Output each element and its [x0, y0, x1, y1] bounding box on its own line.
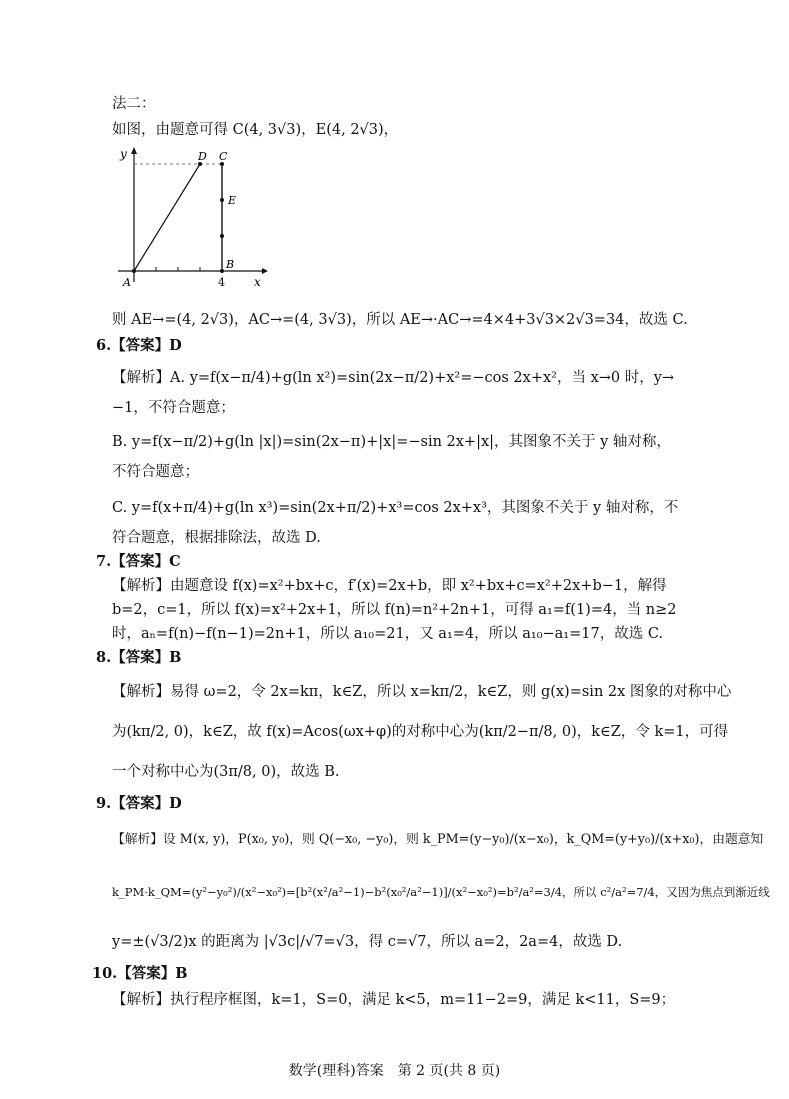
q8-line-2: 为(kπ/2, 0)，k∈Z，故 f(x)=Acos(ωx+φ)的对称中心为(kπ/2−π/8, 0)，k∈Z，令 k=1，可得 — [112, 724, 729, 740]
label-e: E — [228, 194, 237, 207]
label-d: D — [198, 150, 207, 163]
q9-line-2: k_PM·k_QM=(y²−y₀²)/(x²−x₀²)=[b²(x²/a²−1)−b²(x₀²/a²−1)]/(x²−x₀²)=b²/a²=3/4，所以 c²/a²=7/4，又因为焦点到渐近线 — [112, 885, 770, 899]
tick-label-4: 4 — [218, 276, 225, 289]
q10-line-1: 【解析】执行程序框图，k=1，S=0，满足 k<5，m=11−2=9，满足 k<11，S=9； — [112, 992, 676, 1008]
point-mid-dot — [220, 234, 224, 238]
q8-line-1: 【解析】易得 ω=2，令 2x=kπ，k∈Z，所以 x=kπ/2，k∈Z，则 g(x)=sin 2x 图象的对称中心 — [112, 684, 732, 700]
q6-line-4: 不符合题意； — [112, 464, 199, 480]
q6-line-5: C. y=f(x+π/4)+g(ln x³)=sin(2x+π/2)+x³=cos 2x+x³，其图象不关于 y 轴对称，不 — [112, 500, 679, 516]
q6-line-3: B. y=f(x−π/2)+g(ln |x|)=sin(2x−π)+|x|=−sin 2x+|x|，其图象不关于 y 轴对称， — [112, 434, 671, 450]
x-axis-label: x — [254, 275, 261, 289]
q9-answer: 9.【答案】D — [96, 795, 182, 812]
q6-line-2: −1，不符合题意； — [112, 400, 235, 416]
point-a-dot — [132, 269, 136, 273]
q9-line-1: 【解析】设 M(x, y)，P(x₀, y₀)，则 Q(−x₀, −y₀)，则 k_PM=(y−y₀)/(x−x₀)，k_QM=(y+y₀)/(x+x₀)，由题意知 — [112, 832, 764, 847]
method-heading: 法二： — [112, 96, 156, 112]
q6-line-1: 【解析】A. y=f(x−π/4)+g(ln x²)=sin(2x−π/2)+x²=−cos 2x+x²，当 x→0 时，y→ — [112, 370, 675, 386]
q7-line-3: 时，aₙ=f(n)−f(n−1)=2n+1，所以 a₁₀=21，又 a₁=4，所以 a₁₀−a₁=17，故选 C. — [112, 626, 664, 642]
q7-line-1: 【解析】由题意设 f(x)=x²+bx+c，f′(x)=2x+b，即 x²+bx+c=x²+2x+b−1，解得 — [112, 578, 667, 594]
q7-answer: 7.【答案】C — [96, 553, 181, 570]
q9-line-3: y=±(√3/2)x 的距离为 |√3c|/√7=√3，得 c=√7，所以 a=2，2a=4，故选 D. — [112, 934, 623, 950]
y-axis-arrow — [131, 147, 137, 154]
coordinate-figure — [112, 142, 272, 292]
point-e-dot — [220, 198, 224, 202]
q6-line-6: 符合题意，根据排除法，故选 D. — [112, 530, 321, 546]
label-a: A — [123, 276, 131, 289]
point-b-dot — [220, 269, 224, 273]
segment-ad — [134, 164, 200, 271]
q8-line-3: 一个对称中心为(3π/8, 0)，故选 B. — [112, 764, 340, 780]
label-c: C — [219, 150, 228, 163]
intro-line: 如图，由题意可得 C(4, 3√3)，E(4, 2√3)， — [112, 122, 399, 138]
q6-answer: 6.【答案】D — [96, 337, 182, 354]
x-axis-arrow — [262, 268, 268, 274]
page-footer: 数学(理科)答案 第 2 页(共 8 页) — [288, 1063, 501, 1079]
label-b: B — [226, 258, 235, 271]
q7-line-2: b=2，c=1，所以 f(x)=x²+2x+1，所以 f(n)=n²+2n+1，可得 a₁=f(1)=4，当 n≥2 — [112, 602, 677, 618]
q8-answer: 8.【答案】B — [96, 649, 182, 666]
y-axis-label: y — [120, 147, 127, 161]
q10-answer: 10.【答案】B — [92, 965, 188, 982]
vector-result: 则 AE→=(4, 2√3)，AC→=(4, 3√3)，所以 AE→·AC→=4×4+3√3×2√3=34，故选 C. — [112, 312, 688, 328]
